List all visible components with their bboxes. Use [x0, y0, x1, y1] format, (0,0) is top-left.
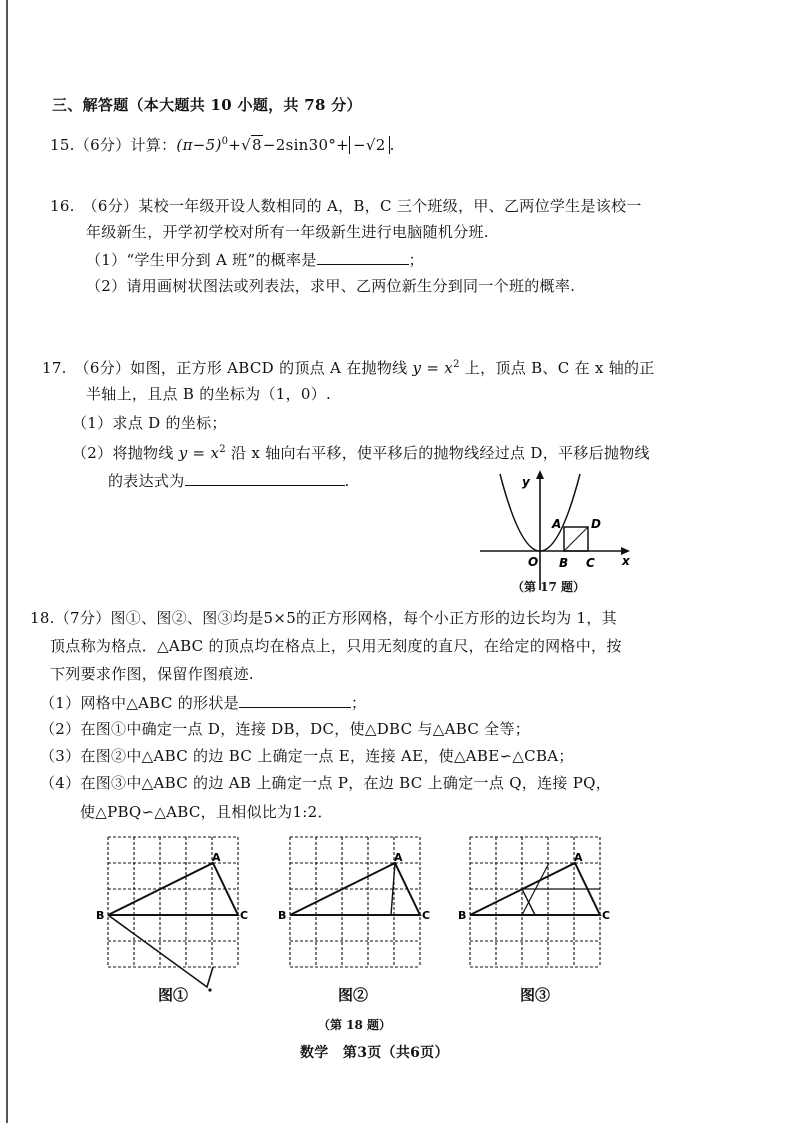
label-b-2: B: [278, 909, 287, 922]
label-b-1: B: [96, 909, 105, 922]
label-c-1: C: [240, 909, 249, 922]
q16-line1: 16. （6分）某校一年级开设人数相同的 A，B，C 三个班级，甲、乙两位学生是该校一: [50, 197, 642, 215]
label-a-1: A: [212, 851, 221, 864]
label-c-3: C: [602, 909, 611, 922]
label-a: A: [552, 517, 562, 531]
q15-abs: −√2: [349, 136, 390, 154]
q16-part2: （2）请用画树状图法或列表法，求甲、乙两位新生分到同一个班的概率.: [86, 277, 576, 295]
q17-line1-text: 17. （6分）如图，正方形 ABCD 的顶点 A 在抛物线: [42, 359, 413, 377]
q17-equation-exp: 2: [453, 359, 460, 370]
y-axis-arrow: [536, 470, 544, 479]
q15-end: .: [389, 136, 395, 154]
q17-figure-caption: （第 17 题）: [512, 580, 586, 594]
label-b-3: B: [458, 909, 467, 922]
q17-part2-line2-end: .: [344, 472, 350, 490]
q17-figure: [470, 462, 640, 597]
q17-part2-line2-text: 的表达式为: [108, 472, 185, 490]
q17-equation: y = x: [412, 359, 454, 377]
q17-line1-tail: 上，顶点 B、C 在 x 轴的正: [459, 359, 655, 377]
label-o: O: [528, 555, 539, 569]
q18-part1-end: ；: [350, 694, 367, 712]
q18-part2: （2）在图①中确定一点 D，连接 DB，DC，使△DBC 与△ABC 全等；: [40, 720, 531, 738]
label-c-2: C: [422, 909, 431, 922]
construction-lines-1: [108, 915, 213, 987]
q17-part2-tail: 沿 x 轴向右平移，使平移后的抛物线经过点 D，平移后抛物线: [225, 444, 650, 462]
point-mark-1: [208, 988, 211, 991]
q18-part4-line1: （4）在图③中△ABC 的边 AB 上确定一点 P，在边 BC 上确定一点 Q，连接 PQ，: [40, 774, 612, 792]
q18-part3: （3）在图②中△ABC 的边 BC 上确定一点 E，连接 AE，使△ABE∽△CBA；: [40, 747, 574, 765]
question-15: [50, 132, 395, 155]
q16-answer-blank: [317, 249, 409, 265]
q18-part1-text: （1）网格中△ABC 的形状是: [40, 694, 239, 712]
q18-figure-3-caption: 图③: [520, 986, 551, 1004]
q18-line1: 18.（7分）图①、图②、图③均是5×5的正方形网格，每个小正方形的边长均为 1，其: [30, 609, 617, 627]
q15-score: （6分）: [74, 136, 131, 154]
q15-term1-exp: 0: [221, 136, 229, 147]
q18-line3: 下列要求作图，保留作图痕迹.: [50, 665, 254, 683]
page-footer: 数学 第3页（共6页）: [300, 1045, 449, 1061]
q15-term1: (π−5): [176, 136, 222, 154]
label-d: D: [591, 517, 601, 531]
q15-plus: +: [228, 136, 242, 154]
q17-part2-text: （2）将抛物线: [72, 444, 179, 462]
q15-number: 15.: [50, 136, 75, 154]
section-header: 三、解答题（本大题共 10 小题，共 78 分）: [52, 96, 362, 114]
q18-part4-line2: 使△PBQ∽△ABC，且相似比为1:2．: [80, 803, 333, 821]
q15-sqrt-radicand: 8: [252, 136, 262, 154]
q17-equation-2: y = x: [178, 444, 220, 462]
label-a-2: A: [394, 851, 403, 864]
q16-line2: 年级新生，开学初学校对所有一年级新生进行电脑随机分班.: [86, 223, 489, 241]
q18-answer-blank: [239, 692, 351, 708]
label-a-3: A: [574, 851, 583, 864]
q16-part1-end: ；: [408, 251, 424, 269]
q17-part2: [72, 440, 650, 463]
q17-part1: （1）求点 D 的坐标；: [72, 414, 227, 432]
q17-line1: [42, 355, 655, 378]
label-x: x: [622, 554, 630, 568]
q18-figure-2: [276, 836, 436, 996]
label-b: B: [559, 556, 569, 570]
q15-term2: −2sin30°+: [262, 136, 349, 154]
q18-figure-1-caption: 图①: [158, 986, 189, 1004]
q18-group-caption: （第 18 题）: [318, 1018, 392, 1032]
q16-part1-text: （1）“学生甲分到 A 班”的概率是: [86, 251, 317, 269]
q18-figure-2-caption: 图②: [338, 986, 369, 1004]
q18-figure-3: [456, 836, 616, 996]
q18-figure-1: [94, 836, 254, 996]
q17-equation-2-exp: 2: [219, 444, 226, 455]
q15-prefix: 计算：: [130, 136, 177, 154]
q18-part1: [40, 692, 366, 713]
q15-sqrt: √8: [241, 136, 262, 154]
label-y: y: [522, 475, 530, 489]
page-edge: [6, 0, 8, 1123]
square-diagonal: [564, 527, 588, 551]
q17-line2: 半轴上，且点 B 的坐标为（1，0）.: [86, 385, 332, 403]
q17-part2-line2: [108, 470, 350, 491]
q17-answer-blank: [185, 470, 345, 486]
q18-line2: 顶点称为格点．△ABC 的顶点均在格点上，只用无刻度的直尺，在给定的网格中，按: [50, 637, 622, 655]
label-c: C: [586, 556, 595, 570]
q16-part1: [86, 249, 424, 270]
